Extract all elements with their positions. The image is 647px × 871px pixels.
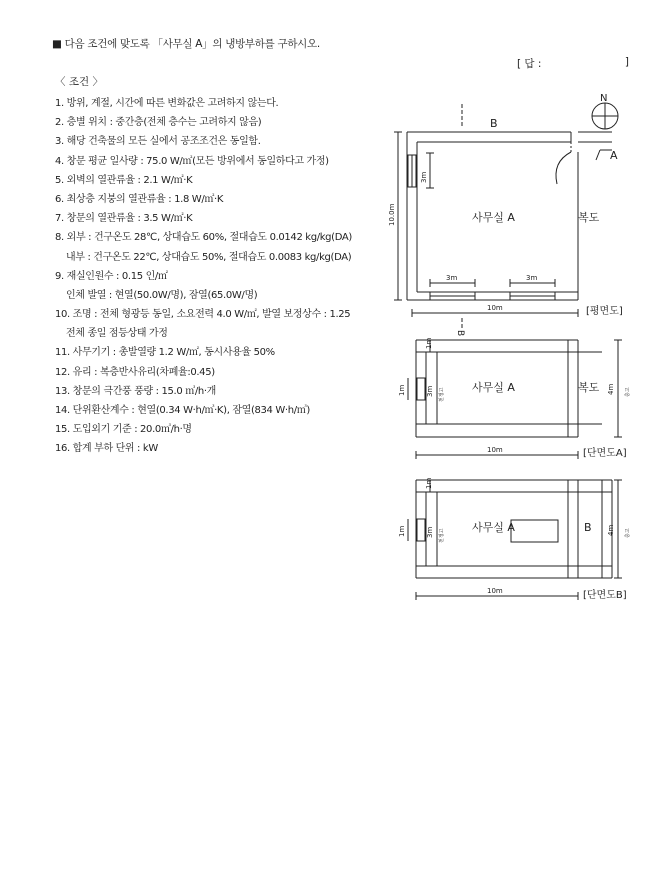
- section-a-dim-4m: 4m: [607, 383, 615, 395]
- question-title: ■ 다음 조건에 맞도록 「사무실 A」의 냉방부하를 구하시오.: [52, 38, 320, 50]
- condition-item: 11. 사무기기 : 총발열량 1.2 W/㎡, 동시사용율 50%: [55, 347, 275, 359]
- plan-label-a: A: [610, 149, 618, 162]
- section-b-ceiling-note: 천정고: [439, 528, 445, 543]
- condition-item: 1. 방위, 계절, 시간에 따른 변화값은 고려하지 않는다.: [55, 98, 279, 109]
- section-b-dim-1m-window: 1m: [398, 525, 406, 537]
- plan-dim-window-1: 3m: [446, 274, 458, 282]
- answer-close-bracket: ]: [624, 56, 629, 68]
- section-a-dim-1m-window: 1m: [398, 384, 406, 396]
- section-b-dim-10m: 10m: [487, 587, 503, 595]
- condition-item: 12. 유리 : 복층반사유리(차폐율:0.45): [55, 366, 215, 378]
- plan-dim-window-height: 3m: [420, 171, 428, 183]
- section-a-room-name: 사무실 A: [472, 381, 515, 394]
- section-a-corridor-label: 복도: [578, 381, 600, 394]
- section-b-dim-4m: 4m: [607, 524, 615, 536]
- condition-item: 9. 재실인원수 : 0.15 인/㎡: [55, 270, 168, 282]
- condition-item: 10. 조명 : 전체 형광등 동일, 소요전력 4.0 W/㎡, 발열 보정상수 : 1.25: [55, 309, 351, 321]
- section-a-dim-10m: 10m: [487, 446, 503, 454]
- plan-section-b-mark: B: [455, 330, 465, 337]
- section-a-dim-1m-top: 1m: [425, 337, 433, 349]
- answer-label: [ 답 :: [517, 58, 542, 70]
- condition-item: 7. 창문의 열관류율 : 3.5 W/㎡·K: [55, 213, 193, 225]
- north-label: N: [600, 93, 608, 104]
- condition-item: 13. 창문의 극간풍 풍량 : 15.0 ㎥/h·개: [55, 385, 216, 397]
- section-a-dim-3m: 3m: [426, 385, 434, 397]
- plan-room-name: 사무실 A: [472, 211, 515, 224]
- section-b-room-name: 사무실 A: [472, 521, 515, 534]
- plan-corridor-label: 복도: [578, 211, 600, 224]
- plan-label-b: B: [490, 117, 498, 130]
- condition-item: 4. 창문 평균 일사량 : 75.0 W/㎡(모든 방위에서 동일하다고 가정): [55, 155, 329, 167]
- section-b-caption: [단면도B]: [583, 590, 627, 601]
- plan-dim-width: 10m: [487, 304, 503, 312]
- condition-item: 5. 외벽의 열관류율 : 2.1 W/㎡·K: [55, 174, 193, 186]
- conditions-header: 〈 조건 〉: [55, 76, 103, 88]
- condition-item: 2. 층별 위치 : 중간층(전체 층수는 고려하지 않음): [55, 117, 262, 129]
- section-a-ceiling-note: 천정고: [439, 387, 445, 402]
- plan-dim-height: 10.0m: [388, 203, 396, 226]
- condition-item: 8. 외부 : 건구온도 28℃, 상대습도 60%, 절대습도 0.0142 kg/kg(DA): [55, 232, 352, 244]
- plan-dim-window-2: 3m: [526, 274, 538, 282]
- plan-caption: [평면도]: [586, 306, 623, 317]
- section-b-floor-note: 층고: [625, 528, 631, 538]
- condition-item: 3. 해당 건축물의 모든 실에서 공조조건은 동일함.: [55, 136, 261, 148]
- section-a-floor-note: 층고: [625, 387, 631, 397]
- section-b-label-b: B: [584, 521, 592, 534]
- section-a-labels: [398, 338, 631, 459]
- condition-item: 14. 단위환산계수 : 현열(0.34 W·h/㎥·K), 잠열(834 W·h/㎥): [55, 405, 310, 416]
- section-b-dim-3m: 3m: [426, 526, 434, 538]
- condition-item: 6. 최상층 지붕의 열관류율 : 1.8 W/㎡·K: [55, 193, 224, 205]
- condition-item: 15. 도입외기 기준 : 20.0㎥/h·명: [55, 424, 192, 436]
- section-b-labels: [398, 478, 631, 601]
- condition-item: 전체 종일 점등상태 가정: [66, 328, 168, 340]
- section-a-caption: [단면도A]: [583, 448, 627, 459]
- condition-item: 16. 합계 부하 단위 : kW: [55, 443, 158, 455]
- condition-item: 인체 발열 : 현열(50.0W/명), 잠열(65.0W/명): [66, 289, 258, 301]
- condition-item: 내부 : 건구온도 22℃, 상대습도 50%, 절대습도 0.0083 kg/kg(DA): [66, 251, 352, 263]
- section-b-dim-1m-top: 1m: [425, 477, 433, 489]
